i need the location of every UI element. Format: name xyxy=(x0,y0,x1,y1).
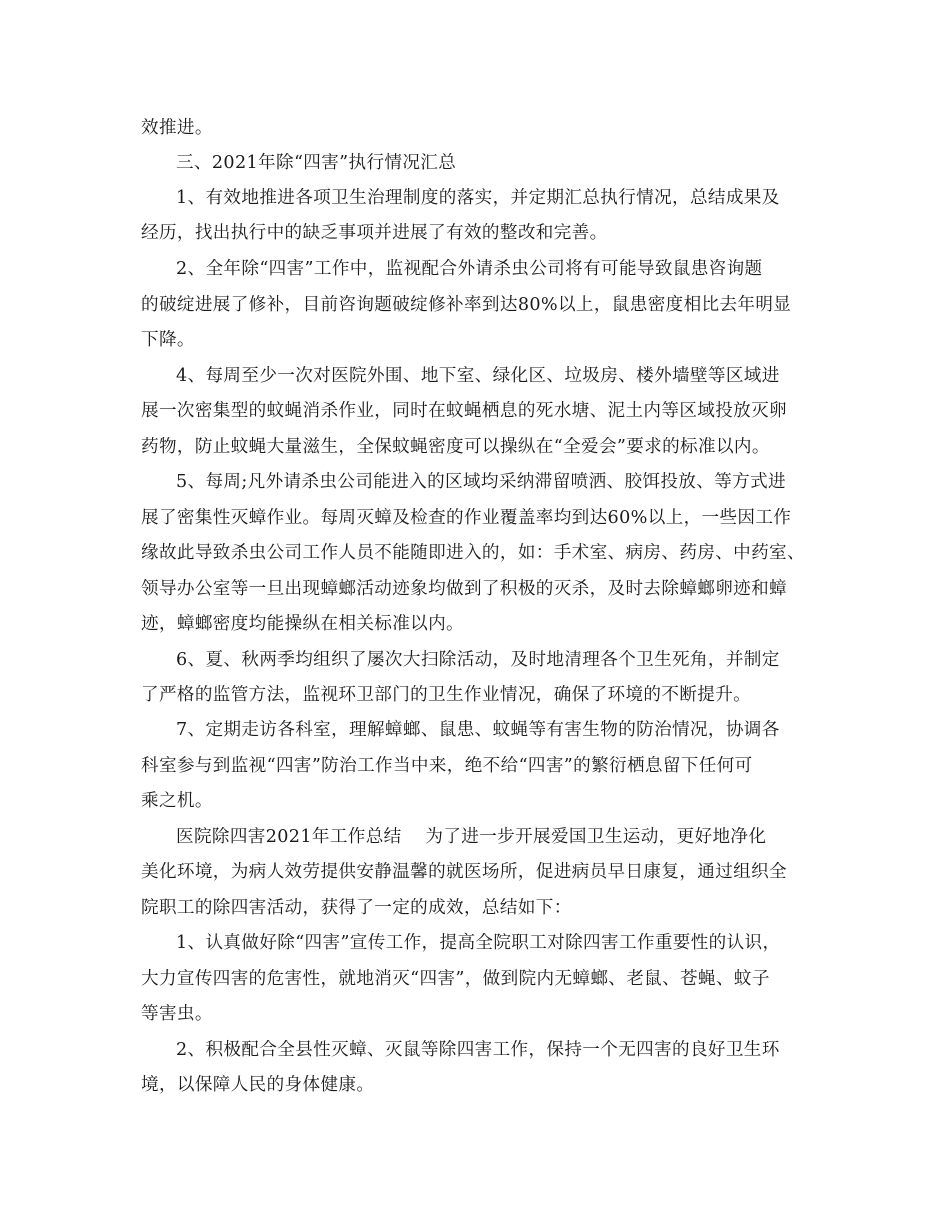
text-line: 三、2021年除“四害”执行情况汇总 xyxy=(176,153,457,173)
text-line: 乘之机。 xyxy=(141,791,213,811)
text-line: 5、每周;凡外请杀虫公司能进入的区域均采纳滞留喷洒、胶饵投放、等方式进 xyxy=(176,472,786,492)
text-line: 经历，找出执行中的缺乏事项并进展了有效的整改和完善。 xyxy=(141,223,608,243)
text-line: 6、夏、秋两季均组织了屡次大扫除活动，及时地清理各个卫生死角，并制定 xyxy=(176,650,780,670)
text-line: 效推进。 xyxy=(141,118,213,138)
text-line: 大力宣传四害的危害性，就地消灭“四害”，做到院内无蟑螂、老鼠、苍蝇、蚊子 xyxy=(141,969,770,989)
text-line: 1、有效地推进各项卫生治理制度的落实，并定期汇总执行情况，总结成果及 xyxy=(176,188,780,208)
text-line: 2、全年除“四害”工作中，监视配合外请杀虫公司将有可能导致鼠患咨询题 xyxy=(176,259,763,279)
text-line: 科室参与到监视“四害”防治工作当中来，绝不给“四害”的繁衍栖息留下任何可 xyxy=(141,756,753,776)
text-line: 展了密集性灭蟑作业。每周灭蟑及检查的作业覆盖率均到达60%以上，一些因工作 xyxy=(141,508,792,528)
text-line: 等害虫。 xyxy=(141,1004,213,1024)
text-line: 7、定期走访各科室，理解蟑螂、鼠患、蚊蝇等有害生物的防治情况，协调各 xyxy=(176,720,780,740)
text-line: 4、每周至少一次对医院外围、地下室、绿化区、垃圾房、楼外墙壁等区域进 xyxy=(176,366,780,386)
text-line: 1、认真做好除“四害”宣传工作，提高全院职工对除四害工作重要性的认识， xyxy=(176,933,781,953)
text-line: 展一次密集型的蚊蝇消杀作业，同时在蚊蝇栖息的死水塘、泥土内等区域投放灭卵 xyxy=(141,401,787,421)
text-line: 药物，防止蚊蝇大量滋生，全保蚊蝇密度可以操纵在“全爱会”要求的标准以内。 xyxy=(141,437,770,457)
text-line: 美化环境，为病人效劳提供安静温馨的就医场所，促进病员早日康复，通过组织全 xyxy=(141,862,787,882)
text-line: 下降。 xyxy=(141,330,195,350)
text-line: 境，以保障人民的身体健康。 xyxy=(141,1075,375,1095)
text-line: 迹，蟑螂密度均能操纵在相关标准以内。 xyxy=(141,614,464,634)
text-line: 缘故此导致杀虫公司工作人员不能随即进入的，如：手术室、病房、药房、中药室、 xyxy=(141,543,805,563)
text-line: 院职工的除四害活动，获得了一定的成效，总结如下： xyxy=(141,898,572,918)
text-line: 医院除四害2021年工作总结 为了进一步开展爱国卫生运动，更好地净化 xyxy=(176,827,767,847)
text-line: 的破绽进展了修补，目前咨询题破绽修补率到达80%以上，鼠患密度相比去年明显 xyxy=(141,295,792,315)
text-line: 领导办公室等一旦出现蟑螂活动迹象均做到了积极的灭杀，及时去除蟑螂卵迹和蟑 xyxy=(141,579,787,599)
text-line: 2、积极配合全县性灭蟑、灭鼠等除四害工作，保持一个无四害的良好卫生环 xyxy=(176,1040,780,1060)
text-line: 了严格的监管方法，监视环卫部门的卫生作业情况，确保了环境的不断提升。 xyxy=(141,685,752,705)
